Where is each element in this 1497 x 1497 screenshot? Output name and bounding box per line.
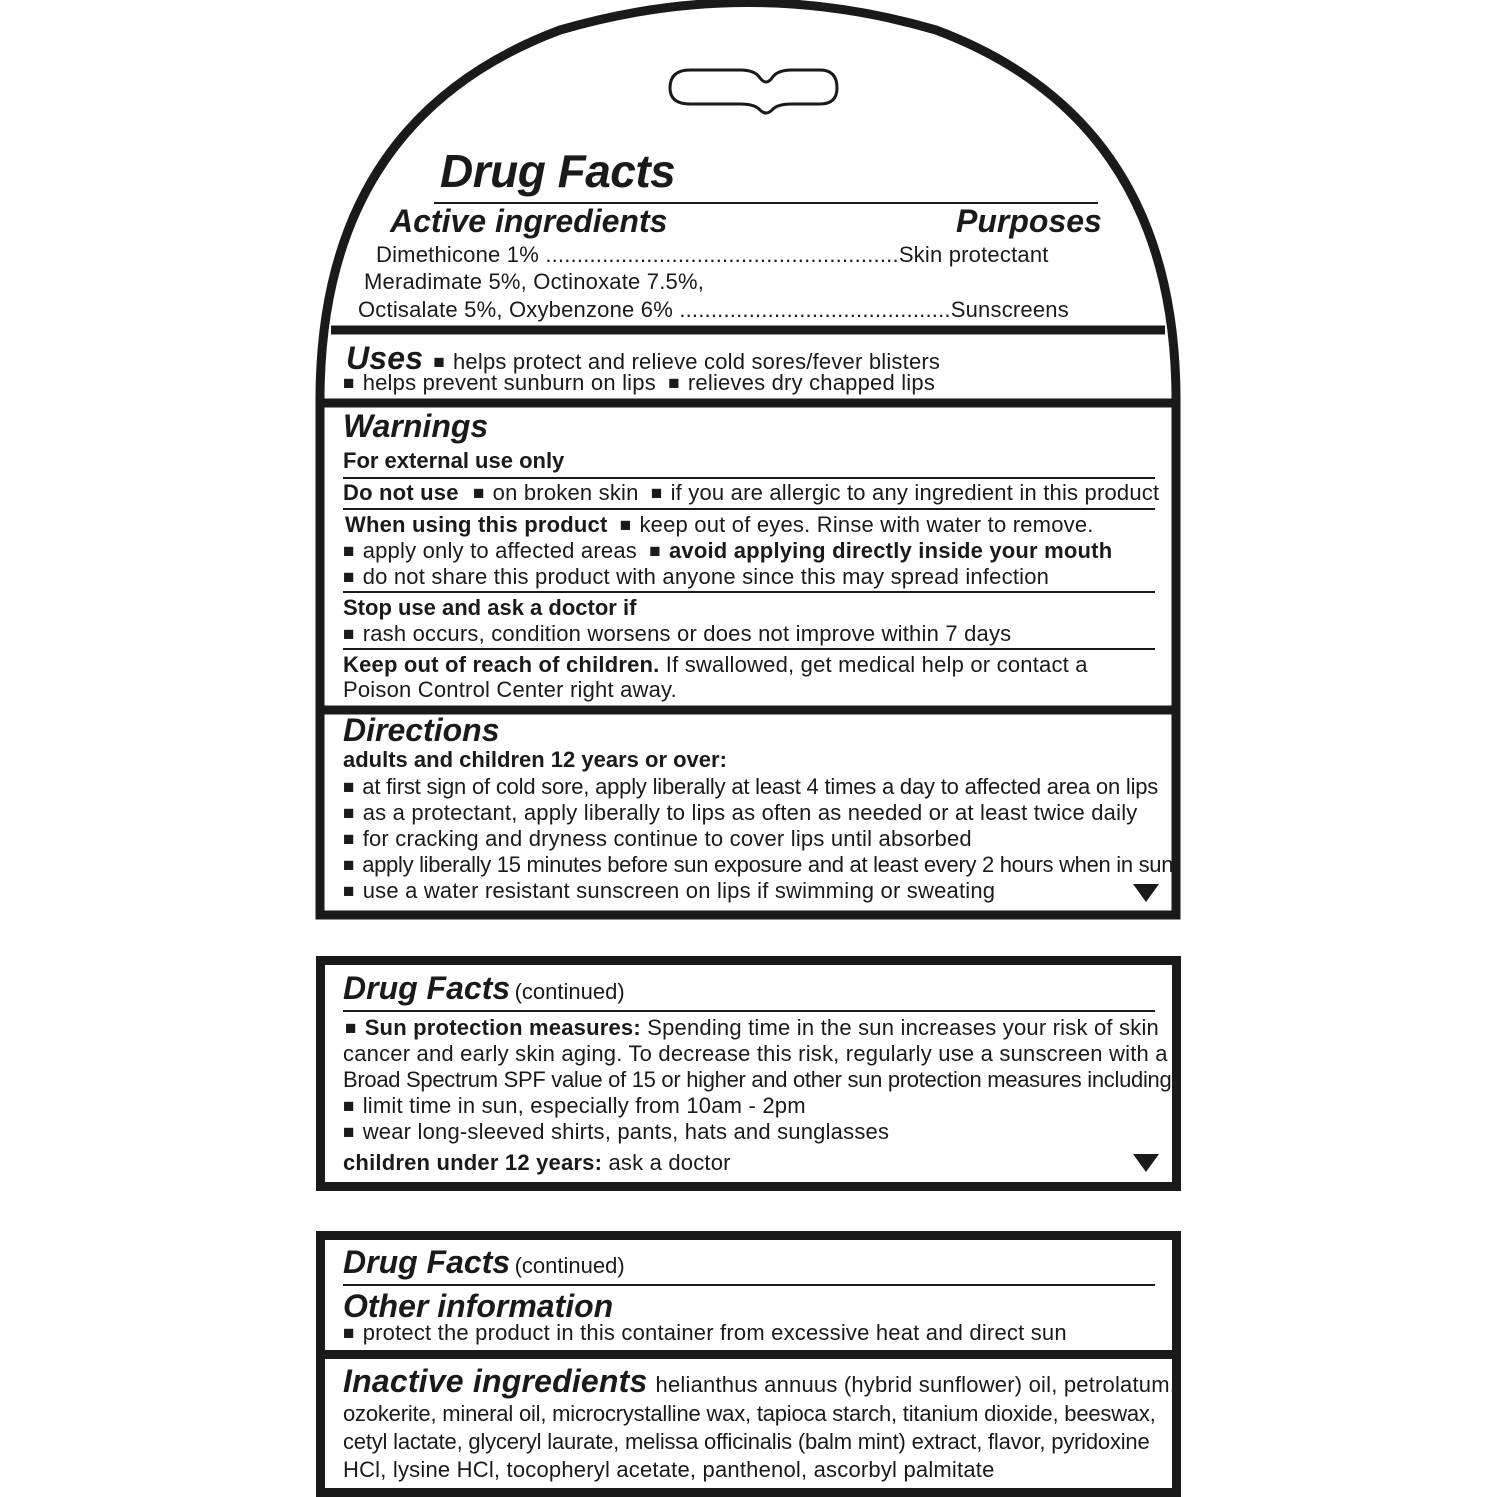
directions-item bbox=[343, 774, 1158, 800]
when-using-row-1 bbox=[345, 512, 1094, 538]
sun-text: Spending time in the sun increases your risk of skin bbox=[647, 1015, 1159, 1040]
do-not-use-row bbox=[343, 480, 1159, 506]
panel-3-title-row bbox=[343, 1244, 625, 1281]
when-using-item: ■ keep out of eyes. Rinse with water to remove. bbox=[620, 512, 1094, 537]
purposes-header: Purposes bbox=[956, 203, 1102, 239]
do-not-use-item: ■ if you are allergic to any ingredient in this product bbox=[651, 480, 1159, 505]
keep-out-text-2: Poison Control Center right away. bbox=[343, 677, 677, 702]
panel-2-continued: (continued) bbox=[514, 979, 625, 1004]
directions-item bbox=[343, 826, 972, 852]
leader-dots: ........................................................ bbox=[545, 242, 899, 267]
inactive-row-1 bbox=[343, 1363, 1176, 1400]
uses-item: ■ helps prevent sunburn on lips bbox=[343, 370, 656, 395]
leader-dots: ........................................... bbox=[679, 297, 951, 322]
do-not-use-item: ■ on broken skin bbox=[473, 480, 639, 505]
sun-item bbox=[343, 1093, 806, 1119]
ingredient-purpose: Sunscreens bbox=[950, 297, 1069, 322]
when-using-item: ■ do not share this product with anyone since this may spread infection bbox=[343, 564, 1049, 589]
when-using-item: ■ apply only to affected areas bbox=[343, 538, 637, 563]
page-title: Drug Facts bbox=[440, 145, 676, 197]
when-using-row-2 bbox=[343, 538, 1112, 564]
panel-2-title-row bbox=[343, 970, 625, 1007]
rule bbox=[343, 477, 1155, 479]
other-info-header: Other information bbox=[343, 1288, 614, 1324]
sun-label: Sun protection measures: bbox=[364, 1015, 641, 1040]
external-use: For external use only bbox=[343, 448, 565, 473]
uses-row-2 bbox=[343, 370, 935, 396]
sun-item bbox=[343, 1119, 889, 1145]
directions-header: Directions bbox=[343, 712, 500, 748]
stop-use-row bbox=[343, 621, 1011, 647]
hang-hole bbox=[670, 70, 837, 113]
ingredient-name: Octisalate 5%, Oxybenzone 6% bbox=[358, 297, 673, 322]
inactive-text: HCl, lysine HCl, tocopheryl acetate, panthenol, ascorbyl palmitate bbox=[343, 1457, 995, 1482]
inactive-header: Inactive ingredients bbox=[343, 1363, 648, 1399]
directions-item-text: ■ apply liberally 15 minutes before sun exposure and at least every 2 hours when in sun bbox=[343, 852, 1173, 877]
sun-text-3: Broad Spectrum SPF value of 15 or higher and other sun protection measures including: bbox=[343, 1067, 1178, 1092]
ingredient-row bbox=[364, 269, 704, 295]
keep-out-row bbox=[343, 652, 1088, 678]
keep-out-text: If swallowed, get medical help or contact a bbox=[665, 652, 1088, 677]
sun-item-text: ■ limit time in sun, especially from 10am - 2pm bbox=[343, 1093, 806, 1118]
stop-use-label: Stop use and ask a doctor if bbox=[343, 595, 637, 620]
uses-item: ■ helps protect and relieve cold sores/fever blisters bbox=[433, 349, 940, 374]
rule bbox=[343, 1284, 1155, 1286]
directions-item bbox=[343, 852, 1173, 878]
warnings-header: Warnings bbox=[343, 408, 489, 444]
uses-item: ■ relieves dry chapped lips bbox=[668, 370, 935, 395]
when-using-label: When using this product bbox=[345, 512, 608, 537]
rule bbox=[343, 648, 1155, 650]
when-using-item: ■ avoid applying directly inside your mouth bbox=[649, 538, 1112, 563]
other-info-item bbox=[343, 1320, 1067, 1346]
inactive-text: cetyl lactate, glyceryl laurate, melissa officinalis (balm mint) extract, flavor, pyridoxine bbox=[343, 1429, 1150, 1454]
children-label: children under 12 years: bbox=[343, 1150, 603, 1175]
rule bbox=[343, 1010, 1155, 1012]
panel-3-continued: (continued) bbox=[514, 1253, 625, 1278]
ingredient-name: Dimethicone 1% bbox=[376, 242, 539, 267]
directions-item bbox=[343, 800, 1138, 826]
when-using-row-3 bbox=[343, 564, 1049, 590]
rule bbox=[343, 591, 1155, 593]
directions-item bbox=[343, 878, 995, 904]
active-ingredients-header: Active ingredients bbox=[390, 203, 668, 239]
ingredient-name: Meradimate 5%, Octinoxate 7.5%, bbox=[364, 269, 705, 294]
panel-3-title: Drug Facts bbox=[343, 1244, 511, 1280]
sun-row-1 bbox=[345, 1015, 1159, 1041]
rule bbox=[343, 508, 1155, 510]
stop-use-item: ■ rash occurs, condition worsens or does not improve within 7 days bbox=[343, 621, 1011, 646]
inactive-text: helianthus annuus (hybrid sunflower) oil, petrolatum, bbox=[655, 1372, 1177, 1397]
directions-item-text: ■ for cracking and dryness continue to cover lips until absorbed bbox=[343, 826, 972, 851]
divider-inactive bbox=[316, 1350, 1181, 1359]
keep-out-label: Keep out of reach of children. bbox=[343, 652, 660, 677]
directions-item-text: ■ as a protectant, apply liberally to lips as often as needed or at least twice daily bbox=[343, 800, 1138, 825]
other-info-item-text: ■ protect the product in this container from excessive heat and direct sun bbox=[343, 1320, 1067, 1345]
continued-arrow-icon bbox=[1133, 884, 1159, 902]
continued-arrow-icon bbox=[1133, 1154, 1159, 1172]
ingredient-purpose: Skin protectant bbox=[898, 242, 1049, 267]
panel-2-title: Drug Facts bbox=[343, 970, 511, 1006]
sun-bullet bbox=[345, 1015, 365, 1040]
directions-item-text: ■ at first sign of cold sore, apply liberally at least 4 times a day to affected area on lips bbox=[343, 774, 1158, 799]
ingredient-row bbox=[358, 297, 1069, 323]
children-row bbox=[343, 1150, 731, 1176]
do-not-use-label: Do not use bbox=[343, 480, 459, 505]
inactive-text: ozokerite, mineral oil, microcrystalline wax, tapioca starch, titanium dioxide, beeswax, bbox=[343, 1401, 1156, 1426]
children-text: ask a doctor bbox=[608, 1150, 731, 1175]
directions-item-text: ■ use a water resistant sunscreen on lips if swimming or sweating bbox=[343, 878, 995, 903]
uses-header: Uses bbox=[346, 340, 424, 376]
sun-text-2: cancer and early skin aging. To decrease this risk, regularly use a sunscreen with a bbox=[343, 1041, 1168, 1066]
sun-item-text: ■ wear long-sleeved shirts, pants, hats and sunglasses bbox=[343, 1119, 889, 1144]
ingredient-row bbox=[376, 242, 1049, 268]
directions-sub: adults and children 12 years or over: bbox=[343, 747, 727, 772]
